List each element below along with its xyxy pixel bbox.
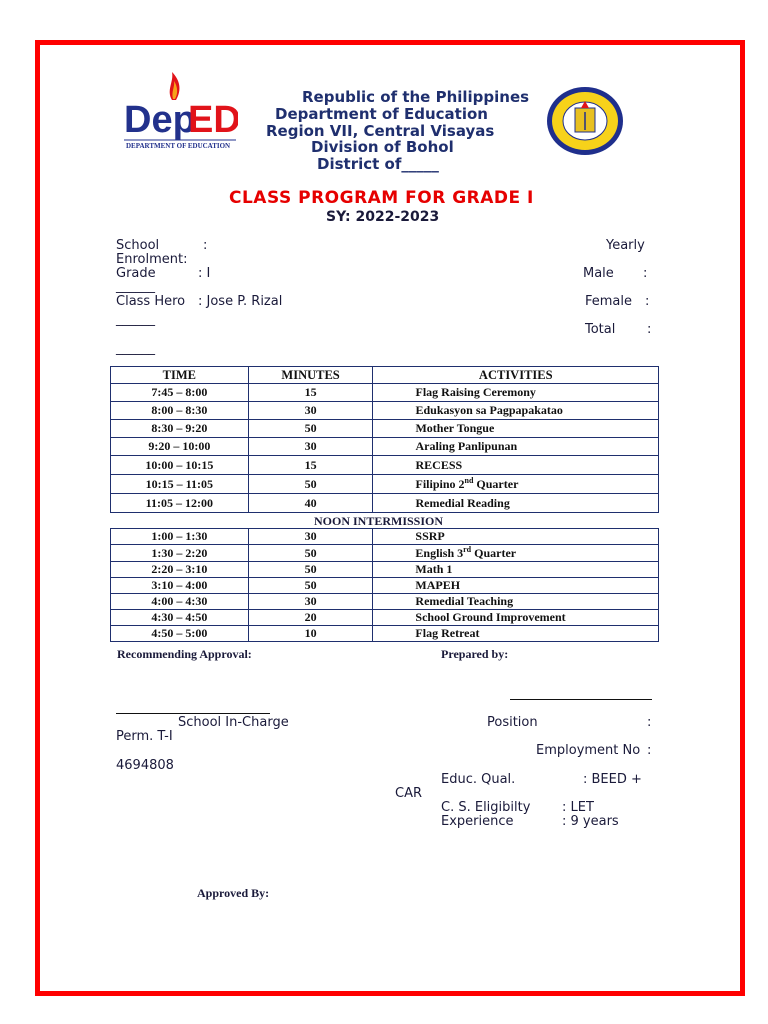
minutes-cell: 50: [248, 545, 373, 562]
time-cell: 1:00 – 1:30: [111, 529, 249, 545]
minutes-cell: 20: [248, 610, 373, 626]
activity-cell: Edukasyon sa Pagpapakatao: [373, 402, 659, 420]
class-hero-value: : Jose P. Rizal: [198, 294, 283, 309]
time-cell: 1:30 – 2:20: [111, 545, 249, 562]
deped-seal: [545, 86, 625, 156]
header-line-4: Division of Bohol: [311, 138, 454, 156]
activity-text: Filipino 2: [415, 477, 465, 491]
male-colon: :: [643, 266, 648, 281]
activity-cell: SSRP: [373, 529, 659, 545]
minutes-cell: 30: [248, 438, 373, 456]
header-activities: ACTIVITIES: [373, 367, 659, 384]
minutes-cell: 15: [248, 456, 373, 475]
table-row: [111, 456, 659, 475]
time-cell: 4:50 – 5:00: [111, 626, 249, 642]
class-hero-label: Class Hero: [116, 294, 186, 309]
female-label: Female: [585, 294, 633, 309]
table-row: [111, 562, 659, 578]
table-row: [111, 594, 659, 610]
activity-tail: Quarter: [473, 477, 519, 491]
position-colon: :: [647, 715, 652, 730]
minutes-cell: 30: [248, 594, 373, 610]
recommending-signature-line: [116, 713, 270, 714]
time-cell: 4:00 – 4:30: [111, 594, 249, 610]
activity-cell: Math 1: [373, 562, 659, 578]
ordinal-suffix: rd: [463, 545, 472, 554]
minutes-cell: 50: [248, 420, 373, 438]
yearly-label: Yearly: [606, 238, 645, 253]
experience-value: : 9 years: [562, 814, 619, 829]
table-row: [111, 545, 659, 562]
total-label: Total: [585, 322, 616, 337]
table-row: [111, 494, 659, 513]
school-label: School: [116, 238, 160, 253]
time-cell: 10:00 – 10:15: [111, 456, 249, 475]
blank-line-1: ______: [116, 312, 155, 327]
noon-intermission: NOON INTERMISSION: [314, 514, 444, 528]
table-row: [111, 438, 659, 456]
table-row: [111, 578, 659, 594]
perm-label: Perm. T-I: [116, 729, 173, 744]
header-line-1: Republic of the Philippines: [302, 88, 530, 106]
minutes-cell: 50: [248, 578, 373, 594]
time-cell: 10:15 – 11:05: [111, 475, 249, 494]
approved-by-label: Approved By:: [197, 886, 270, 900]
header-minutes: MINUTES: [248, 367, 373, 384]
minutes-cell: 40: [248, 494, 373, 513]
table-row: [111, 475, 659, 494]
minutes-cell: 30: [248, 529, 373, 545]
blank-line-2: ______: [116, 341, 155, 356]
time-cell: 8:30 – 9:20: [111, 420, 249, 438]
svg-text:ED: ED: [188, 99, 238, 141]
time-cell: 9:20 – 10:00: [111, 438, 249, 456]
schedule-table-morning: [110, 366, 659, 513]
prepared-signature-line: [510, 699, 652, 700]
male-label: Male: [583, 266, 614, 281]
time-cell: 3:10 – 4:00: [111, 578, 249, 594]
activity-cell: School Ground Improvement: [373, 610, 659, 626]
activity-cell: Remedial Teaching: [373, 594, 659, 610]
activity-cell: Flag Retreat: [373, 626, 659, 642]
table-row: [111, 420, 659, 438]
grade-value: : I: [198, 266, 211, 281]
employment-no-label: Employment No: [536, 743, 641, 758]
ordinal-suffix: nd: [464, 476, 474, 485]
time-cell: 11:05 – 12:00: [111, 494, 249, 513]
cs-eligibility-value: : LET: [562, 800, 594, 815]
car-label: CAR: [395, 786, 423, 801]
activity-text: English 3: [415, 546, 464, 560]
cs-eligibility-label: C. S. Eligibilty: [441, 800, 531, 815]
total-colon: :: [647, 322, 652, 337]
activity-cell: RECESS: [373, 456, 659, 475]
table-row: [111, 402, 659, 420]
time-cell: 2:20 – 3:10: [111, 562, 249, 578]
employment-no-colon: :: [647, 743, 652, 758]
svg-text:Dep: Dep: [124, 99, 196, 141]
school-in-charge-label: School In-Charge: [178, 715, 289, 730]
header-line-3: Region VII, Central Visayas: [266, 122, 495, 140]
employment-no-value: 4694808: [116, 758, 174, 773]
activity-tail: Quarter: [471, 546, 517, 560]
schedule-table-afternoon: [110, 528, 659, 642]
prepared-by-label: Prepared by:: [441, 647, 509, 661]
enrolment-label: Enrolment:: [116, 252, 188, 267]
activity-cell: Flag Raising Ceremony: [373, 384, 659, 402]
activity-cell: Mother Tongue: [373, 420, 659, 438]
activity-cell: MAPEH: [373, 578, 659, 594]
minutes-cell: 50: [248, 475, 373, 494]
time-cell: 8:00 – 8:30: [111, 402, 249, 420]
minutes-cell: 30: [248, 402, 373, 420]
minutes-cell: 15: [248, 384, 373, 402]
time-cell: 7:45 – 8:00: [111, 384, 249, 402]
header-line-5: District of_____: [317, 155, 439, 173]
minutes-cell: 10: [248, 626, 373, 642]
educ-qual-value: : BEED +: [583, 772, 642, 787]
female-colon: :: [645, 294, 650, 309]
activity-cell: [373, 475, 659, 494]
grade-label: Grade: [116, 266, 156, 281]
document-title: CLASS PROGRAM FOR GRADE I: [229, 188, 534, 208]
deped-logo: [122, 70, 238, 156]
activity-cell: Remedial Reading: [373, 494, 659, 513]
time-cell: 4:30 – 4:50: [111, 610, 249, 626]
grade-blank: ______: [116, 279, 155, 294]
school-year: SY: 2022-2023: [326, 209, 440, 225]
recommending-approval-label: Recommending Approval:: [117, 647, 252, 661]
table-row: [111, 610, 659, 626]
header-line-2: Department of Education: [275, 105, 488, 123]
deped-logo-subtitle: DEPARTMENT OF EDUCATION: [126, 142, 231, 150]
school-colon: :: [203, 238, 208, 253]
experience-label: Experience: [441, 814, 514, 829]
activity-cell: [373, 545, 659, 562]
position-label: Position: [487, 715, 538, 730]
minutes-cell: 50: [248, 562, 373, 578]
table-row: [111, 529, 659, 545]
educ-qual-label: Educ. Qual.: [441, 772, 516, 787]
header-time: TIME: [111, 367, 249, 384]
table-row: [111, 384, 659, 402]
table-row: [111, 626, 659, 642]
activity-cell: Araling Panlipunan: [373, 438, 659, 456]
